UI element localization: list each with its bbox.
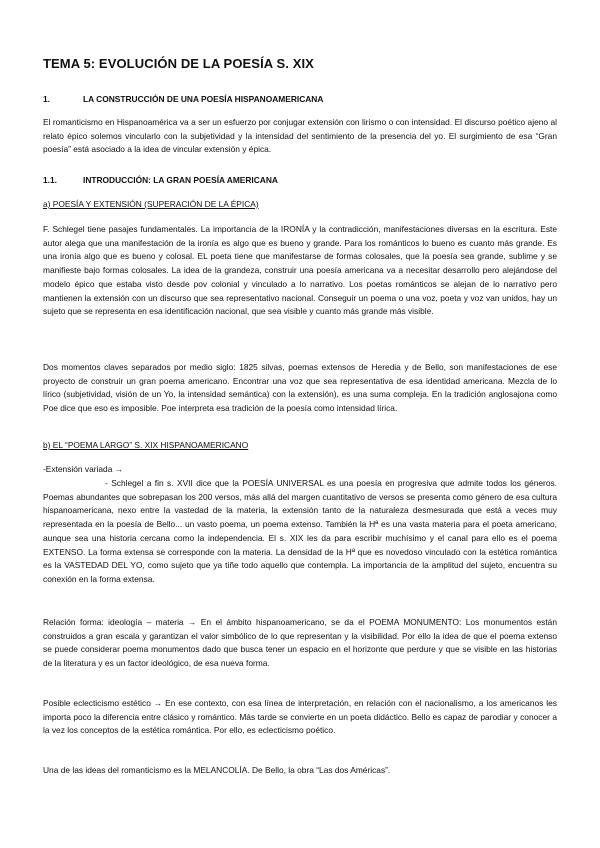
paragraph-schlegel: F. Schlegel tiene pasajes fundamentales. La importancia de la IRONÍA y la contradicción, manifestaciones diversas en la escritura. Este autor alega que una manifestación de la ironía es algo que es bueno y grande. Para los románticos lo bueno es cuanto más grande. Es una ironía algo que es bueno y colosal. EL poeta tiene que manifestarse de formas colosales, que la poesía sea grande, sublime y se manifieste bajo formas colosales. La idea de la grandeza, construir una poesía americana va a necesitar desarrollo pero alejándose del modelo épico que estaba visto desde pov colonial y vinculado a lo narrativo. Los poetas románticos se alejan de lo narrativo pero mantienen la extensión con un discurso que sea representativo nacional. Conseguir un poema o una voz, poeta y voz van unidos, hay un sujeto que se representa en esa identificación nacional, que sea visible y cuanto más grande más visible. <box>43 224 557 317</box>
paragraph-dos-momentos: Dos momentos claves separados por medio siglo: 1825 silvas, poemas extensos de Heredia y de Bello, son manifestaciones de ese proyecto de construir un gran poema americano. Encontrar una voz que sea representativa de esa identidad americana. Mezcla de lo lírico (subjetividad, visión de un Yo, la intensidad semántica) con la extensión), es una suma compleja. En la tradición anglosajona como Poe dice que eso es imposible. Poe interpreta esa tradición de la poesía como intensidad lírica. <box>43 362 557 414</box>
subsection-b-heading: b) EL “POEMA LARGO” S. XIX HISPANOAMERICANO <box>43 440 249 450</box>
extension-variada-label: -Extensión variada → <box>43 464 124 474</box>
paragraph-relacion-forma: Relación forma: ideología – materia → En el ámbito hispanoamericano, se da el POEMA MONUMENTO: Los monumentos están construidos a gran escala y garantizan el valor simbólico de lo que representan y la visibilidad. Por ello la idea de que el poema extenso se puede considerar poema monumentos dado que busca tener un espacio en el horizonte que perdure y que se visible en las historias de la literatura y es un factor ideológico, de esa nueva forma. <box>43 617 557 669</box>
paragraph-poesia-universal: - Schlegel a fin s. XVII dice que la POESÍA UNIVERSAL es una poesía en progresiva que admite todos los géneros. Poemas abundantes que sobrepasan los 200 versos, más allá del margen cuantitativo de versos se presenta como género de esa cultura hispanoamericana, nexo entre la vastedad de la materia, la extensión tanto de la naturaleza desmesurada que está a veces muy representada en la poesía de Bello... un vasto poema, un poema extenso. También la Hª es una vasta materia para el poeta americano, aunque sea una historia cercana como la independencia. El s. XIX les da para escribir muchísimo y el canal para ello es el poema EXTENSO. La forma extensa se corresponde con la materia. La densidad de la Hª que es novedoso vinculado con la estética romántica es la VASTEDAD DEL YO, como sujeto que ya tiñe todo aquello que contempla. La importancia de la amplitud del sujeto, encuentra su conexión en la forma extensa. <box>43 478 557 584</box>
document-title: TEMA 5: EVOLUCIÓN DE LA POESÍA S. XIX <box>43 56 314 71</box>
section-1-title: LA CONSTRUCCIÓN DE UNA POESÍA HISPANOAMERICANA <box>83 94 324 104</box>
section-1-heading <box>43 94 323 104</box>
paragraph-eclecticismo: Posible eclecticismo estético → En ese contexto, con esa línea de interpretación, en relación con el nacionalismo, a los americanos les importa poco la diferencia entre clásico y romántico. Más tarde se convierte en un poeta didáctico. Bello es capaz de parodiar y conocer a la vez los conceptos de la estética romántica. Por ello, es eclecticismo poético. <box>43 698 557 736</box>
section-1-1-title: INTRODUCCIÓN: LA GRAN POESÍA AMERICANA <box>83 175 278 185</box>
section-1-number: 1. <box>43 94 50 104</box>
paragraph-melancolia: Una de las ideas del romanticismo es la MELANCOLÍA. De Bello, la obra “Las dos Américas”. <box>43 765 391 775</box>
paragraph-intro: El romanticismo en Hispanoamérica va a ser un esfuerzo por conjugar extensión con lirismo o con intensidad. El discurso poético ajeno al relato épico solemos vincularlo con la subjetividad y la intensidad del sentimiento de la presencia del yo. El surgimiento de esa “Gran poesía” está asociado a la idea de vincular extensión y épica. <box>43 117 557 155</box>
section-1-1-heading <box>43 175 278 185</box>
section-1-1-number: 1.1. <box>43 175 57 185</box>
subsection-a-heading: a) POESÍA Y EXTENSIÓN (SUPERACIÓN DE LA ÉPICA) <box>43 199 259 209</box>
